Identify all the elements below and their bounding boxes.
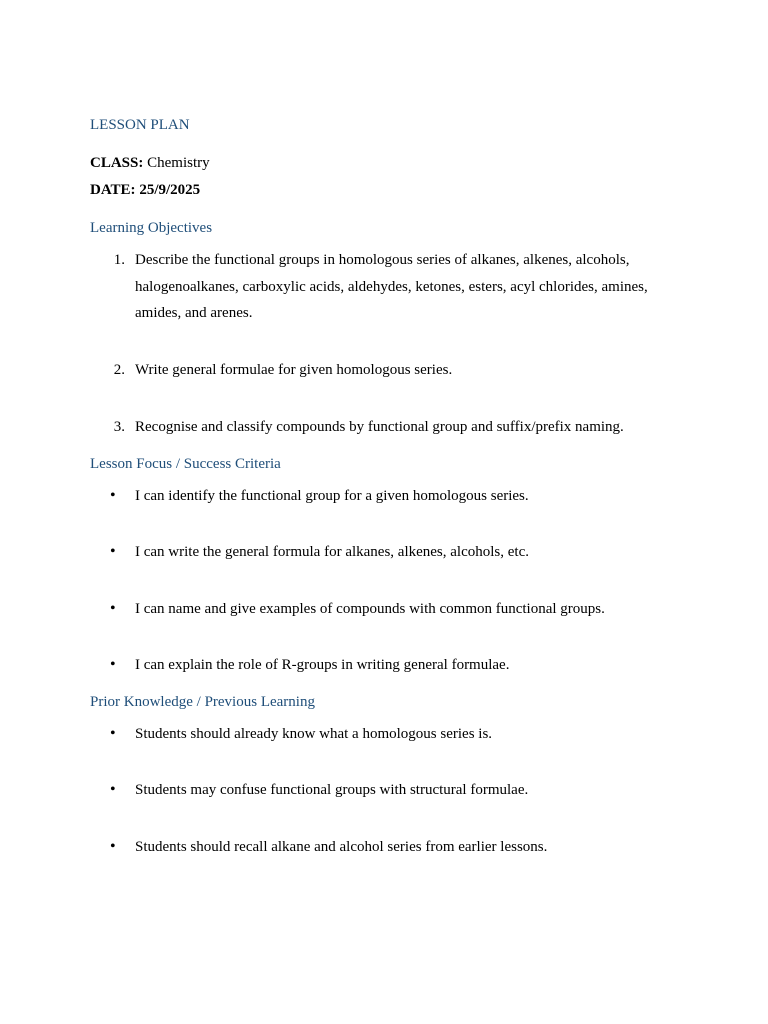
prior-knowledge-heading: Prior Knowledge / Previous Learning: [90, 694, 315, 710]
criteria-item: [90, 539, 670, 566]
date-value: 25/9/2025: [139, 182, 201, 198]
criteria-text: I can write the general formula for alkanes, alkenes, alcohols, etc.: [135, 544, 529, 560]
bullet-icon: •: [110, 781, 116, 798]
prior-knowledge-text: Students may confuse functional groups with structural formulae.: [135, 782, 529, 798]
criteria-text: I can identify the functional group for a given homologous series.: [135, 488, 529, 504]
prior-knowledge-item: [90, 834, 670, 861]
objective-item: [90, 247, 670, 327]
bullet-icon: •: [110, 600, 116, 617]
bullet-icon: •: [110, 656, 116, 673]
list-number: 2.: [113, 362, 125, 378]
objective-text: Describe the functional groups in homologous series of alkanes, alkenes, alcohols, halogenoalkanes, carboxylic acids, aldehydes, ketones, esters, acyl chlorides, amines, amides, and arenes.: [135, 252, 648, 321]
bullet-icon: •: [110, 725, 116, 742]
objective-text: Write general formulae for given homologous series.: [135, 362, 453, 378]
objective-text: Recognise and classify compounds by functional group and suffix/prefix naming.: [135, 419, 624, 435]
lesson-plan-title: LESSON PLAN: [90, 117, 190, 133]
criteria-text: I can name and give examples of compounds with common functional groups.: [135, 601, 605, 617]
objective-item: [90, 357, 670, 384]
class-value: Chemistry: [147, 155, 210, 171]
bullet-icon: •: [110, 838, 116, 855]
prior-knowledge-text: Students should already know what a homologous series is.: [135, 726, 493, 742]
success-criteria-heading: Lesson Focus / Success Criteria: [90, 456, 281, 472]
criteria-text: I can explain the role of R-groups in writing general formulae.: [135, 657, 510, 673]
list-number: 1.: [113, 252, 125, 268]
learning-objectives-heading: Learning Objectives: [90, 220, 213, 236]
criteria-item: [90, 596, 670, 623]
objective-item: [90, 414, 670, 441]
criteria-item: [90, 652, 670, 679]
criteria-item: [90, 483, 670, 510]
class-label: CLASS:: [90, 155, 144, 171]
date-label: DATE:: [90, 182, 136, 198]
bullet-icon: •: [110, 487, 116, 504]
prior-knowledge-item: [90, 777, 670, 804]
prior-knowledge-text: Students should recall alkane and alcohol series from earlier lessons.: [135, 839, 548, 855]
date-line: [90, 181, 200, 199]
class-line: [90, 154, 210, 172]
list-number: 3.: [113, 419, 125, 435]
bullet-icon: •: [110, 543, 116, 560]
prior-knowledge-item: [90, 721, 670, 748]
